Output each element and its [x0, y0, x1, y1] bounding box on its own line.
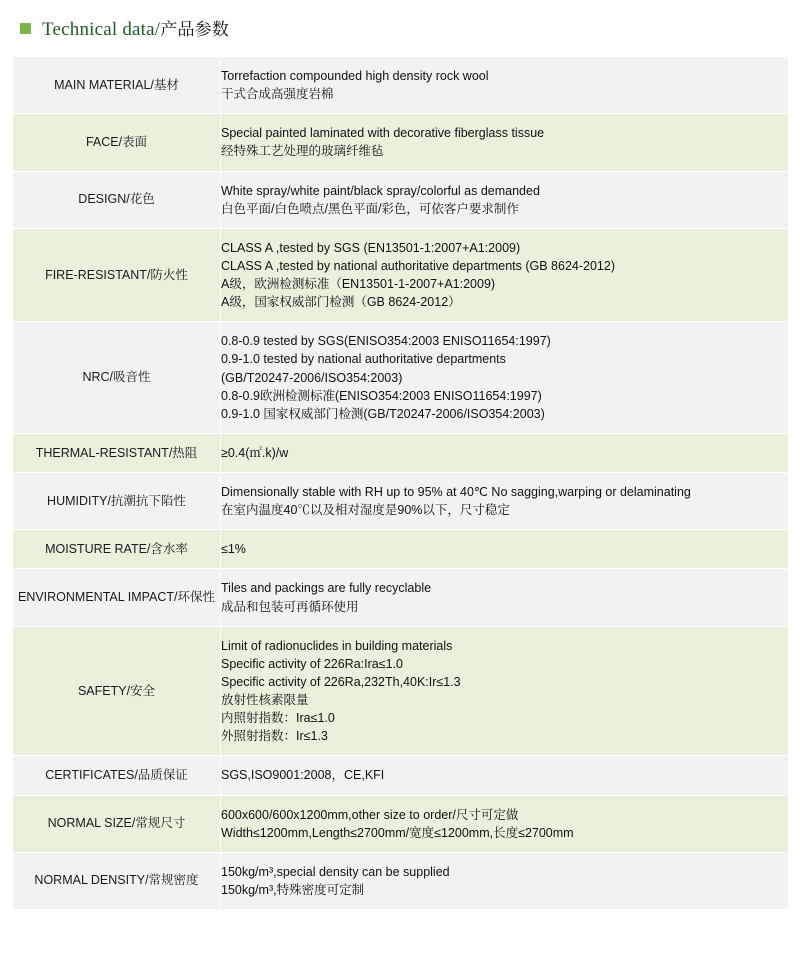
row-value: [221, 57, 789, 114]
table-row: [13, 530, 789, 569]
row-value-line: 150kg/m³,特殊密度可定制: [221, 882, 365, 897]
row-value-line: A级，国家权威部门检测（GB 8624-2012）: [221, 295, 461, 310]
table-row: [13, 322, 789, 434]
row-value-line: 放射性核素限量: [221, 693, 309, 707]
row-value-line: 内照射指数：Ira≤1.0: [221, 711, 335, 726]
row-value-line: 干式合成高强度岩棉: [221, 87, 334, 102]
row-value-line: Limit of radionuclides in building materials: [221, 638, 453, 653]
bullet-square-icon: [20, 23, 31, 34]
row-value: [221, 626, 789, 756]
row-value-line: 外照射指数：Ir≤1.3: [221, 729, 328, 744]
table-row: [13, 852, 789, 909]
row-value-line: 成品和包装可再循环使用: [221, 599, 359, 614]
row-value: [221, 114, 789, 171]
row-value: [221, 433, 789, 472]
row-label: CERTIFICATES/品质保证: [13, 756, 221, 795]
row-value-line: 白色平面/白色喷点/黑色平面/彩色，可依客户要求制作: [221, 201, 519, 216]
row-label: FIRE-RESISTANT/防火性: [13, 228, 221, 322]
row-value-line: ≥0.4(㎡.k)/w: [221, 445, 289, 460]
row-value-line: Special painted laminated with decorative fiberglass tissue: [221, 126, 545, 141]
row-value-line: Width≤1200mm,Length≤2700mm/宽度≤1200mm,长度≤2700mm: [221, 825, 574, 840]
page-title-text: [42, 15, 229, 41]
row-label: FACE/表面: [13, 114, 221, 171]
row-value-line: CLASS A ,tested by SGS (EN13501-1:2007+A1:2009): [221, 240, 521, 255]
row-value-line: 0.9-1.0 tested by national authoritative departments: [221, 352, 506, 367]
row-label: NORMAL SIZE/常规尺寸: [13, 795, 221, 852]
row-value: [221, 852, 789, 909]
table-row: [13, 756, 789, 795]
row-value: [221, 795, 789, 852]
row-label: NORMAL DENSITY/常规密度: [13, 852, 221, 909]
row-value: [221, 530, 789, 569]
table-row: [13, 57, 789, 114]
row-value-line: White spray/white paint/black spray/colorful as demanded: [221, 183, 540, 198]
row-value: [221, 473, 789, 530]
row-value-line: 在室内温度40℃以及相对湿度是90%以下，尺寸稳定: [221, 503, 510, 518]
table-row: [13, 569, 789, 626]
row-value-line: A级，欧洲检测标准（EN13501-1-2007+A1:2009): [221, 277, 496, 291]
row-label: SAFETY/安全: [13, 626, 221, 756]
page-title-english: Technical data: [42, 19, 155, 40]
row-value: [221, 322, 789, 434]
row-value: [221, 171, 789, 228]
row-value: [221, 228, 789, 322]
table-row: [13, 473, 789, 530]
row-label: THERMAL-RESISTANT/热阻: [13, 433, 221, 472]
row-value-line: 150kg/m³,special density can be supplied: [221, 864, 450, 879]
table-row: [13, 433, 789, 472]
page-title: [12, 0, 788, 56]
table-row: [13, 228, 789, 322]
row-value-line: 0.9-1.0 国家权威部门检测(GB/T20247-2006/ISO354:2003): [221, 406, 545, 421]
table-body: [13, 57, 789, 910]
page-title-separator: /: [154, 19, 161, 40]
row-label: MOISTURE RATE/含水率: [13, 530, 221, 569]
table-row: [13, 795, 789, 852]
technical-data-table: [12, 56, 789, 910]
row-value-line: Dimensionally stable with RH up to 95% at 40℃ No sagging,warping or delaminating: [221, 485, 691, 499]
table-row: [13, 114, 789, 171]
row-value-line: 600x600/600x1200mm,other size to order/尺寸可定做: [221, 807, 519, 822]
table-row: [13, 626, 789, 756]
row-value-line: Tiles and packings are fully recyclable: [221, 581, 432, 596]
row-value-line: CLASS A ,tested by national authoritative departments (GB 8624-2012): [221, 258, 615, 273]
row-value-line: SGS,ISO9001:2008，CE,KFI: [221, 768, 385, 783]
row-label: DESIGN/花色: [13, 171, 221, 228]
row-label: NRC/吸音性: [13, 322, 221, 434]
page-title-chinese: 产品参数: [160, 20, 230, 39]
row-value-line: Specific activity of 226Ra,232Th,40K:Ir≤1.3: [221, 674, 461, 689]
row-value-line: (GB/T20247-2006/ISO354:2003): [221, 370, 403, 385]
row-value: [221, 756, 789, 795]
row-value-line: Torrefaction compounded high density rock wool: [221, 69, 489, 83]
row-label: MAIN MATERIAL/基材: [13, 57, 221, 114]
row-value-line: 经特殊工艺处理的玻璃纤维毡: [221, 144, 384, 159]
row-value: [221, 569, 789, 626]
row-label: ENVIRONMENTAL IMPACT/环保性: [13, 569, 221, 626]
row-value-line: 0.8-0.9欧洲检测标准(ENISO354:2003 ENISO11654:1997): [221, 388, 542, 403]
table-row: [13, 171, 789, 228]
row-value-line: Specific activity of 226Ra:Ira≤1.0: [221, 656, 403, 671]
row-value-line: ≤1%: [221, 542, 246, 557]
row-label: HUMIDITY/抗潮抗下陷性: [13, 473, 221, 530]
row-value-line: 0.8-0.9 tested by SGS(ENISO354:2003 ENISO11654:1997): [221, 334, 551, 349]
